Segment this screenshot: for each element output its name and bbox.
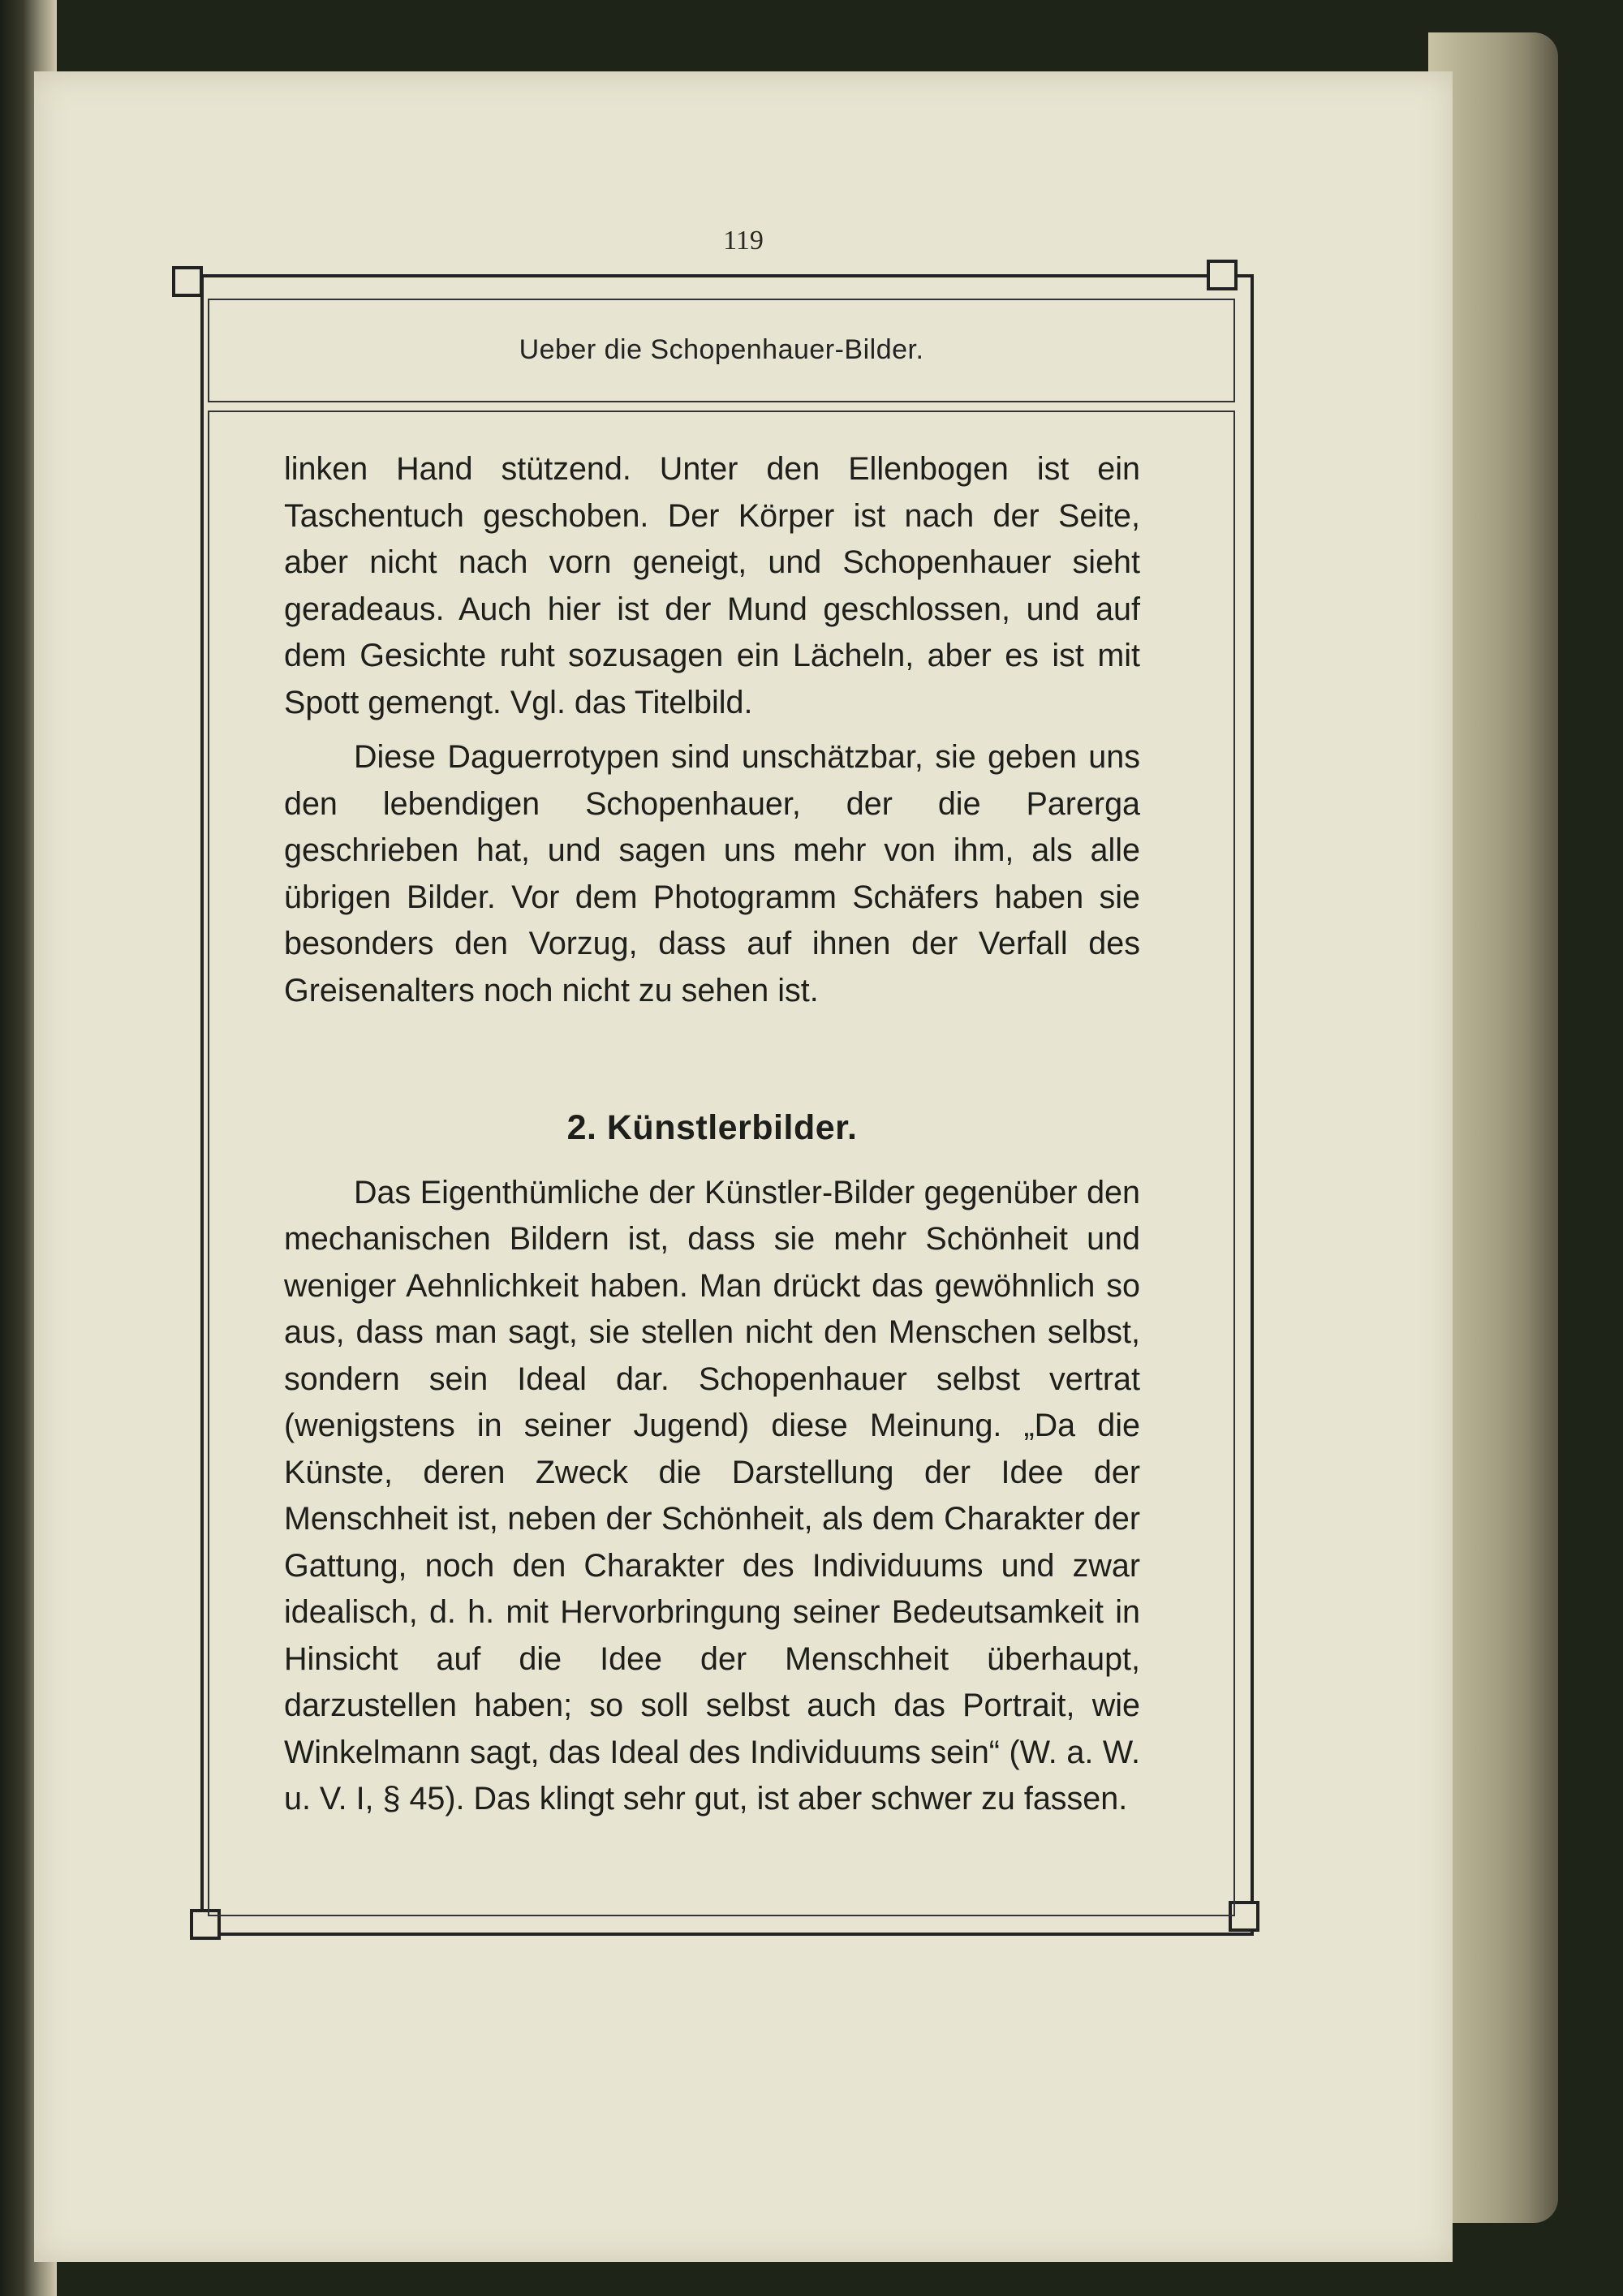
frame-corner-top-left xyxy=(172,266,203,297)
paragraph-1: linken Hand stützend. Unter den Ellenbogen ist ein Taschentuch geschoben. Der Körper ist nach der Seite, aber nicht nach vorn geneigt, und Schopenhauer sieht geradeaus. Auch hier ist der Mund geschlossen, und auf dem Gesichte ruht sozusagen ein Lächeln, aber es ist mit Spott gemengt. Vgl. das Titelbild. xyxy=(284,451,1140,720)
page-number: 119 xyxy=(723,226,764,256)
paragraph-2: Diese Daguerrotypen sind unschätzbar, sie geben uns den lebendigen Schopenhauer, der die Parerga geschrieben hat, und sagen uns mehr von ihm, als alle übrigen Bilder. Vor dem Photogramm Schäfers haben sie besonders den Vorzug, dass auf ihnen der Verfall des Greisenalters noch nicht zu sehen ist. xyxy=(284,739,1140,1008)
frame-corner-top-right xyxy=(1207,260,1238,290)
body-text xyxy=(284,446,1140,1823)
running-head: Ueber die Schopenhauer-Bilder. xyxy=(519,334,924,365)
section-heading: 2. Künstlerbilder. xyxy=(566,1108,858,1147)
text-box xyxy=(208,411,1235,1916)
running-head-box xyxy=(208,299,1235,402)
paragraph-3: Das Eigenthümliche der Künstler-Bilder gegenüber den mechanischen Bildern ist, dass sie mehr Schönheit und weniger Aehnlichkeit haben. Man drückt das gewöhnlich so aus, dass man sagt, sie stellen nicht den Menschen selbst, sondern sein Ideal dar. Schopenhauer selbst vertrat (wenigstens in seiner Jugend) diese Meinung. „Da die Künste, deren Zweck die Darstellung der Idee der Menschheit ist, neben der Schönheit, als dem Charakter der Gattung, noch den Charakter des Individuums und zwar idealisch, d. h. mit Hervorbringung seiner Bedeutsamkeit in Hinsicht auf die Idee der Menschheit überhaupt, darzustellen haben; so soll selbst auch das Portrait, wie Winkelmann sagt, das Ideal des Individuums sein“ (W. a. W. u. V. I, § 45). Das klingt sehr gut, ist aber schwer zu fassen. xyxy=(284,1174,1140,1817)
book-page xyxy=(34,71,1453,2262)
